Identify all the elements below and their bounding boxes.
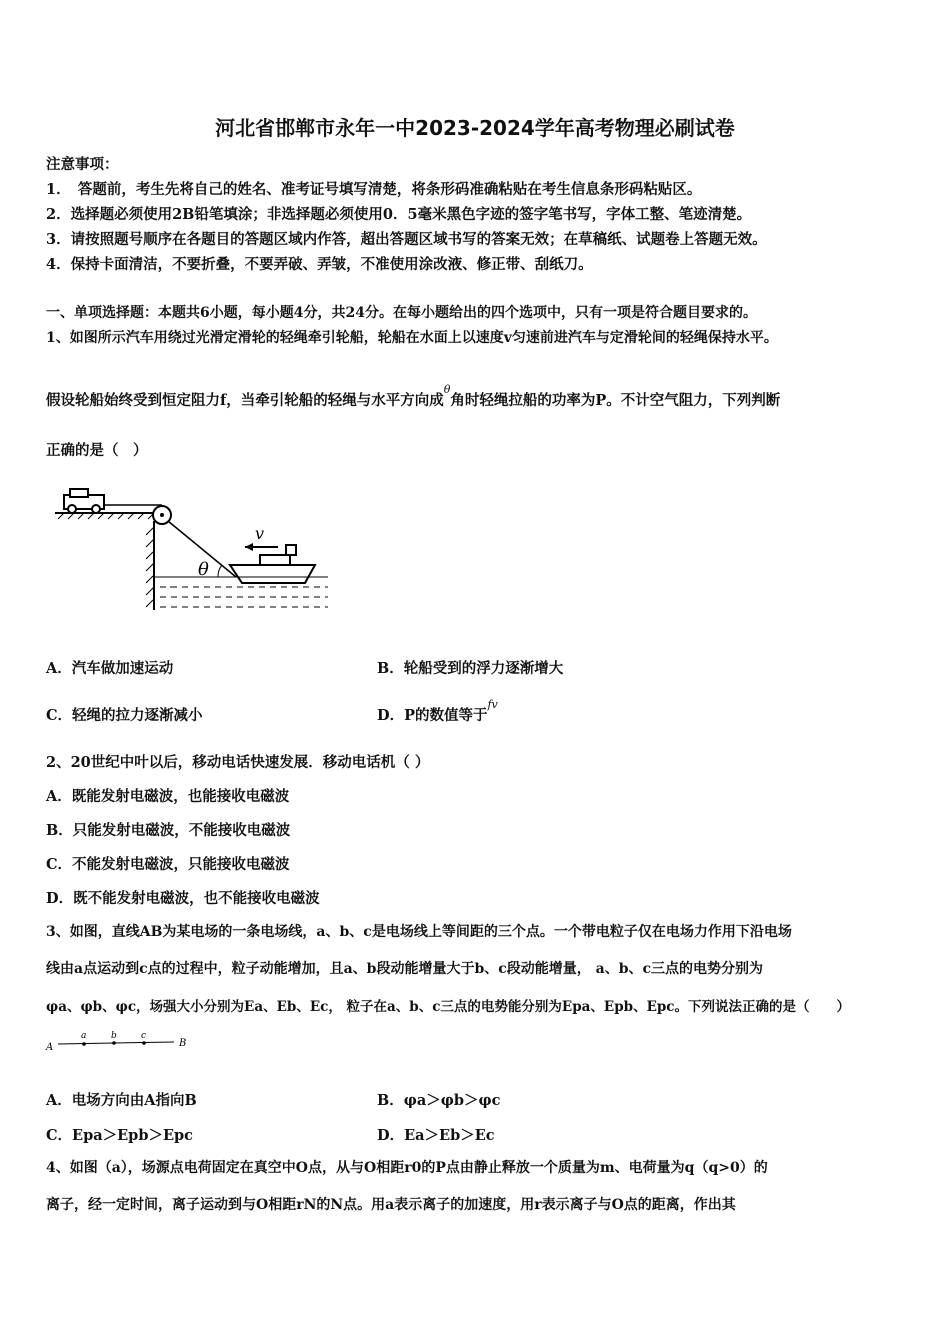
q1-option-b: B．轮船受到的浮力逐渐增大 (377, 660, 564, 677)
q1-stem-line3: 正确的是（ ） (46, 442, 148, 459)
q3-stem-line1: 3、如图，直线AB为某电场的一条电场线，a、b、c是电场线上等间距的三个点。一个带电粒子仅在电场力作用下沿电场 (46, 924, 792, 940)
point-B-label: B (179, 1038, 187, 1049)
q4-stem-line1: 4、如图（a），场源点电荷固定在真空中O点，从与O相距r0的P点由静止释放一个质量为m、电荷量为q（q>0）的 (46, 1160, 768, 1176)
point-c-label: c (141, 1031, 147, 1041)
q1-option-c: C．轻绳的拉力逐渐减小 (46, 707, 203, 724)
q3-stem-line2: 线由a点运动到c点的过程中，粒子动能增加，且a、b段动能增量大于b、c段动能增量， a、b、c三点的电势分别为 (46, 961, 764, 977)
q1-stem-line1: 1、如图所示汽车用绕过光滑定滑轮的轻绳牵引轮船，轮船在水面上以速度v匀速前进汽车与定滑轮间的轻绳保持水平。 (46, 330, 778, 346)
notice-item: 3．请按照题号顺序在各题目的答题区域内作答，超出答题区域书写的答案无效；在草稿纸、试题卷上答题无效。 (46, 231, 767, 248)
point-a-label: a (81, 1031, 87, 1041)
q2-option-a: A．既能发射电磁波，也能接收电磁波 (46, 788, 290, 805)
q3-option-d: D．Ea＞Eb＞Ec (377, 1127, 495, 1144)
point-A-label: A (46, 1042, 54, 1053)
point-b-label: b (111, 1031, 117, 1041)
q1-stem-line2a: 假设轮船始终受到恒定阻力f，当牵引轮船的轻绳与水平方向成 (46, 392, 444, 409)
q3-stem-line3: φa、φb、φc，场强大小分别为Ea、Eb、Ec， 粒子在a、b、c三点的电势能分别为Epa、Epb、Epc。下列说法正确的是（ ） (46, 999, 851, 1015)
q3-figure (44, 1030, 194, 1056)
q1-option-d-fraction: fv (487, 698, 498, 711)
q1-option-d-text: D．P的数值等于 (377, 707, 488, 724)
q3-option-c: C．Epa＞Epb＞Epc (46, 1127, 193, 1144)
q2-option-b: B．只能发射电磁波，不能接收电磁波 (46, 822, 291, 839)
velocity-label: v (255, 524, 265, 543)
point-c (142, 1041, 146, 1045)
q1-figure (50, 485, 330, 615)
q4-stem-line2: 离子，经一定时间，离子运动到与O相距rN的N点。用a表示离子的加速度，用r表示离子与O点的距离，作出其 (46, 1197, 736, 1213)
q2-stem: 2、20世纪中叶以后，移动电话快速发展．移动电话机（ ） (46, 754, 430, 771)
notice-item: 2．选择题必须使用2B铅笔填涂；非选择题必须使用0．5毫米黑色字迹的签字笔书写，字体工整、笔迹清楚。 (46, 206, 752, 223)
theta-label: θ (198, 559, 209, 580)
q1-stem-line2b: 角时轻绳拉船的功率为P。不计空气阻力，下列判断 (450, 392, 781, 409)
field-line (58, 1042, 174, 1044)
notice-item: 1． 答题前，考生先将自己的姓名、准考证号填写清楚，将条形码准确粘贴在考生信息条形码粘贴区。 (46, 181, 702, 198)
notice-item: 4．保持卡面清洁，不要折叠，不要弄破、弄皱，不准使用涂改液、修正带、刮纸刀。 (46, 256, 593, 273)
point-a (82, 1042, 86, 1046)
q1-stem-line2 (46, 383, 781, 410)
section-heading: 一、单项选择题：本题共6小题，每小题4分，共24分。在每小题给出的四个选项中，只有一项是符合题目要求的。 (46, 305, 757, 321)
q1-option-d (377, 698, 498, 725)
page-title: 河北省邯郸市永年一中2023-2024学年高考物理必刷试卷 (215, 116, 735, 140)
q3-option-a: A．电场方向由A指向B (46, 1092, 197, 1109)
q1-option-a: A．汽车做加速运动 (46, 660, 174, 677)
car (64, 489, 104, 513)
theta-symbol: θ (443, 383, 451, 396)
notice-heading: 注意事项： (46, 156, 119, 173)
q3-option-b: B．φa＞φb＞φc (377, 1092, 501, 1109)
point-b (112, 1041, 116, 1045)
q2-option-d: D．既不能发射电磁波，也不能接收电磁波 (46, 890, 320, 907)
q2-option-c: C．不能发射电磁波，只能接收电磁波 (46, 856, 290, 873)
